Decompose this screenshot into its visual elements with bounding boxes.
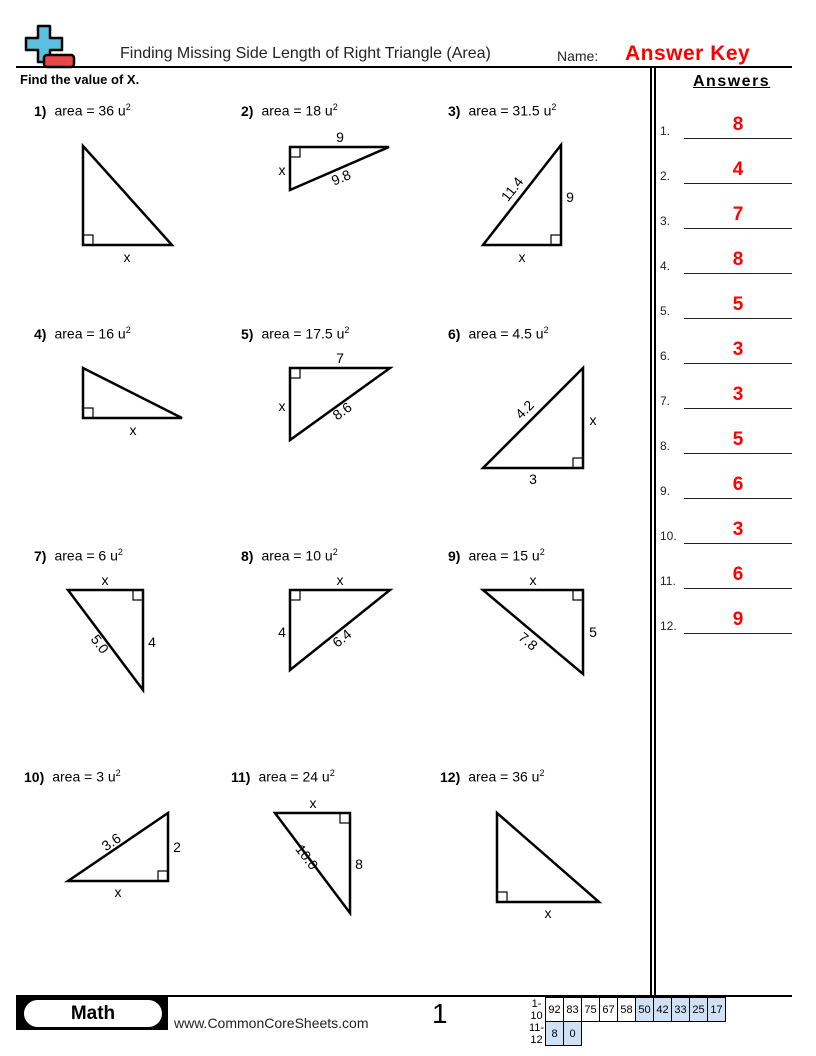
column-divider [654, 68, 656, 996]
answer-value: 4 [732, 159, 744, 180]
svg-text:8.6: 8.6 [329, 398, 355, 424]
problem-9 [448, 547, 648, 757]
name-value: Answer Key [625, 42, 751, 65]
score-cell: 58 [618, 998, 636, 1022]
svg-text:4: 4 [278, 624, 286, 640]
answer-line [684, 228, 792, 229]
problem-label: 1) area = 36 $u^2$ [34, 102, 131, 119]
svg-text:x: x [309, 795, 317, 811]
svg-text:3: 3 [529, 471, 537, 487]
svg-text:2: 2 [173, 839, 181, 855]
right-triangle-diagram [448, 547, 648, 757]
answer-value: 3 [732, 339, 744, 360]
answer-number: 8. [660, 439, 671, 453]
problem-label: 2) area = 18 $u^2$ [241, 102, 338, 119]
answer-number: 5. [660, 304, 671, 318]
score-cell: 92 [546, 998, 564, 1022]
problem-2 [241, 102, 441, 312]
problem-label: 7) area = 6 $u^2$ [34, 547, 123, 564]
problem-10 [24, 768, 224, 978]
problem-8 [241, 547, 441, 757]
page-number: 1 [432, 998, 448, 1029]
problem-label: 12) area = 36 $u^2$ [440, 768, 545, 785]
right-triangle-diagram [231, 768, 431, 978]
svg-text:x: x [114, 884, 122, 900]
svg-text:x: x [129, 422, 137, 438]
svg-text:x: x [278, 398, 286, 414]
score-cell: 8 [546, 1022, 564, 1046]
score-cell: 25 [690, 998, 708, 1022]
answer-row [660, 519, 792, 544]
score-cell: 50 [636, 998, 654, 1022]
svg-text:10.0: 10.0 [292, 841, 322, 873]
score-grid [528, 997, 726, 1046]
score-cell: 75 [582, 998, 600, 1022]
answer-row [660, 429, 792, 454]
answer-line [684, 408, 792, 409]
answer-number: 2. [660, 169, 671, 183]
answer-number: 11. [660, 574, 676, 588]
answer-row [660, 384, 792, 409]
answer-value: 5 [732, 294, 744, 315]
svg-text:3.6: 3.6 [98, 829, 124, 854]
answer-line [684, 498, 792, 499]
answer-row [660, 114, 792, 139]
answer-number: 1. [660, 124, 671, 138]
problem-label: 10) area = 3 $u^2$ [24, 768, 121, 785]
answer-line [684, 633, 792, 634]
problem-11 [231, 768, 431, 978]
answer-number: 3. [660, 214, 671, 228]
answer-line [684, 183, 792, 184]
score-cell: 17 [708, 998, 726, 1022]
name-label: Name: [557, 48, 599, 64]
svg-text:4.2: 4.2 [511, 396, 538, 423]
answer-number: 7. [660, 394, 671, 408]
svg-text:5.0: 5.0 [87, 631, 113, 657]
answer-line [684, 363, 792, 364]
column-divider [650, 68, 652, 996]
svg-text:9.8: 9.8 [328, 166, 354, 189]
answer-value: 8 [732, 249, 744, 270]
answer-row [660, 204, 792, 229]
score-row-label: 11-12 [528, 1021, 545, 1046]
answer-value: 7 [732, 204, 744, 225]
answer-line [684, 543, 792, 544]
right-triangle-diagram [448, 102, 648, 312]
answer-line [684, 138, 792, 139]
problem-label: 4) area = 16 $u^2$ [34, 325, 131, 342]
svg-text:x: x [529, 572, 537, 588]
right-triangle-diagram [34, 102, 234, 312]
site-url: www.CommonCoreSheets.com [174, 1015, 369, 1031]
answer-value: 9 [732, 609, 744, 630]
right-triangle-diagram [448, 768, 648, 978]
answer-value: 8 [732, 114, 744, 135]
score-cell: 42 [654, 998, 672, 1022]
right-triangle-diagram [241, 102, 441, 312]
right-triangle-diagram [24, 768, 224, 978]
answer-value: 3 [732, 519, 744, 540]
answer-row [660, 339, 792, 364]
answer-number: 12. [660, 619, 677, 633]
problem-label: 11) area = 24 $u^2$ [231, 768, 335, 785]
instructions: Find the value of X. [20, 72, 140, 87]
worksheet-title: Finding Missing Side Length of Right Triangle (Area) [120, 45, 491, 62]
answer-row [660, 159, 792, 184]
svg-text:7: 7 [336, 350, 344, 366]
problem-4 [34, 325, 234, 535]
right-triangle-diagram [241, 325, 441, 535]
answer-line [684, 273, 792, 274]
score-row-label: 1-10 [530, 997, 543, 1022]
answer-row [660, 609, 792, 634]
svg-text:7.8: 7.8 [515, 628, 541, 654]
svg-text:x: x [544, 905, 552, 921]
answers-heading: Answers [693, 73, 771, 90]
answer-value: 5 [732, 429, 744, 450]
svg-text:6.4: 6.4 [329, 625, 355, 651]
answer-row [660, 564, 792, 589]
header-divider [16, 66, 792, 68]
problem-6 [448, 325, 648, 535]
problem-3 [448, 102, 648, 312]
plus-minus-logo-icon [24, 24, 80, 70]
svg-text:x: x [518, 249, 526, 265]
problem-label: 9) area = 15 $u^2$ [448, 547, 545, 564]
score-cell: 83 [564, 998, 582, 1022]
right-triangle-diagram [34, 547, 234, 757]
svg-text:9: 9 [336, 129, 344, 145]
svg-text:x: x [589, 412, 597, 428]
answer-number: 10. [660, 529, 677, 543]
answer-number: 4. [660, 259, 671, 273]
answer-row [660, 474, 792, 499]
svg-text:x: x [336, 572, 344, 588]
svg-text:x: x [101, 572, 109, 588]
score-cell: 33 [672, 998, 690, 1022]
svg-text:9: 9 [566, 189, 574, 205]
answer-value: 3 [732, 384, 744, 405]
problem-12 [440, 768, 648, 978]
problem-7 [34, 547, 234, 757]
problem-label: 8) area = 10 $u^2$ [241, 547, 338, 564]
svg-text:8: 8 [355, 856, 363, 872]
problem-label: 5) area = 17.5 $u^2$ [241, 325, 350, 342]
problem-label: 3) area = 31.5 $u^2$ [448, 102, 557, 119]
svg-text:5: 5 [589, 624, 597, 640]
answer-number: 6. [660, 349, 671, 363]
right-triangle-diagram [34, 325, 234, 535]
answer-line [684, 588, 792, 589]
right-triangle-diagram [448, 325, 648, 535]
answer-line [684, 318, 792, 319]
answer-row [660, 294, 792, 319]
side-label: x [123, 249, 131, 265]
svg-text:11.4: 11.4 [497, 173, 527, 205]
problem-1 [34, 102, 234, 312]
svg-text:4: 4 [148, 634, 156, 650]
problem-label: 6) area = 4.5 $u^2$ [448, 325, 549, 342]
answer-value: 6 [732, 564, 744, 585]
score-cell: 67 [600, 998, 618, 1022]
svg-text:x: x [278, 162, 286, 178]
answer-row [660, 249, 792, 274]
answer-value: 6 [732, 474, 744, 495]
subject-label: Math [24, 1000, 162, 1027]
answer-line [684, 453, 792, 454]
right-triangle-diagram [241, 547, 441, 757]
answer-number: 9. [660, 484, 671, 498]
problem-5 [241, 325, 441, 535]
score-cell: 0 [564, 1022, 582, 1046]
